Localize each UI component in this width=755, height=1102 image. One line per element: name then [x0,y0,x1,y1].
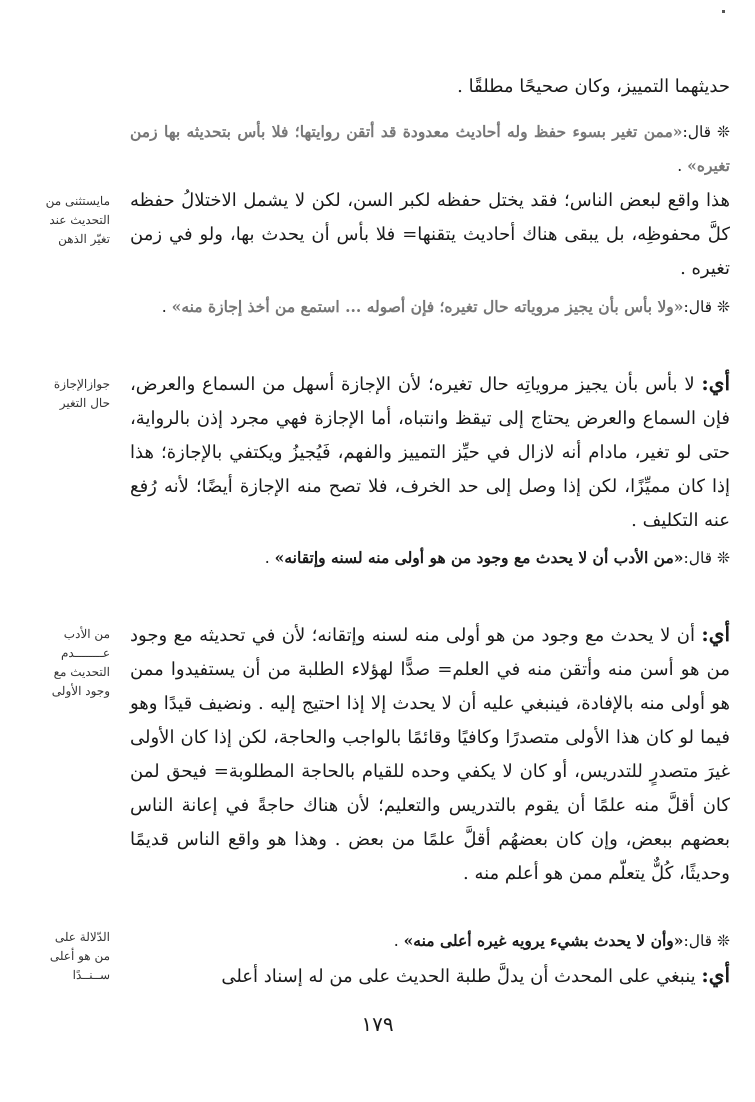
margin-note-line: التحديث عند [49,213,110,227]
paragraph-4 [130,366,730,538]
margin-note-line: مايستثنى من [45,194,110,208]
margin-note-line: ســنــدًا [72,968,110,982]
quote-4 [130,924,730,958]
margin-note-line: من هو أعلى [49,949,110,963]
margin-note-line: حال التغير [59,396,110,410]
quote-label: ❊ قال: [682,123,730,141]
margin-note-line: الدّلالة على [54,930,110,944]
page-number: ١٧٩ [361,1012,394,1036]
paragraph-text: لا بأس بأن يجيز مروياتِه حال تغيره؛ لأن الإجازة أسهل من السماع والعرض، فإن السماع والعرض يحتاج إلى تيقظ وانتباه، أما الإجازة فهي مجرد إذن بالرواية، حتى لو تغير، مادام أنه لازال في حيِّز التمييز والفهم، فَيُجيزُ ويكتفي بالإجازة؛ هذا إذا كان مميِّزًا، لكن إذا وصل إلى حد الخرف، فلا تصح منه الإجازة أيضًا؛ لأنه رُفع عنه التكليف . [130,374,730,531]
paragraph-8 [130,958,730,994]
quote-end: . [161,298,172,316]
margin-note-3 [18,625,110,701]
margin-note-4 [18,928,110,985]
margin-note-line: جوازالإجازة [53,377,110,391]
margin-note-line: تغيّر الذهن [58,232,110,246]
quote-text: «ولا بأس بأن يجيز مروياته حال تغيره؛ فإن أصوله ... استمع من أخذ إجازة منه» [171,297,684,316]
margin-note-1 [18,192,110,249]
paragraph-continuation [130,70,730,104]
margin-note-line: عــــــــدم [60,646,110,660]
margin-note-2 [18,375,110,413]
quote-text: «وأن لا يحدث بشيء يرويه غيره أعلى منه» [403,931,684,950]
quote-end: . [264,549,275,567]
paragraph-2 [130,184,730,286]
quote-label: ❊ قال: [683,549,730,567]
ay-label: أي: [701,963,730,987]
quote-end: . [393,932,404,950]
quote-text: «ممن تغير بسوء حفظ وله أحاديث معدودة قد أتقن روايتها؛ فلا بأس بتحديثه بها زمن تغيره» [130,122,730,175]
margin-note-line: من الأدب [63,627,110,641]
quote-label: ❊ قال: [683,298,730,316]
ay-label: أي: [701,622,730,646]
quote-label: ❊ قال: [683,932,730,950]
margin-note-line: وجود الأولى [51,684,110,698]
quote-1 [130,115,730,183]
scan-dot [722,10,725,13]
margin-note-line: التحديث مع [53,665,110,679]
quote-text: «من الأدب أن لا يحدث مع وجود من هو أولى منه لسنه وإتقانه» [274,548,684,567]
quote-3 [130,541,730,575]
paragraph-text: حديثهما التمييز، وكان صحيحًا مطلقًا . [457,76,730,97]
quote-2 [130,290,730,324]
paragraph-text: هذا واقع لبعض الناس؛ فقد يختل حفظه لكبر السن، لكن لا يشمل الاختلالُ حفظه كلَّ محفوظِه، بل يبقى هناك أحاديث يتقنها= فلا بأس أن يحدث بها، ولو في زمن تغيره . [130,190,730,279]
ay-label: أي: [701,371,730,395]
paragraph-text: ينبغي على المحدث أن يدلَّ طلبة الحديث على من له إسناد أعلى [221,966,702,987]
paragraph-6 [130,617,730,891]
quote-end: . [677,157,688,175]
paragraph-text: أن لا يحدث مع وجود من هو أولى منه لسنه وإتقانه؛ لأن في تحديثه مع وجود من هو أسن منه وأتقن منه في العلم= صدًّا لهؤلاء الطلبة من أن يستفيدوا ممن هو أولى منه بالإفادة، فينبغي عليه أن لا يحدث إلا إذا احتيج إليه . ونضيف قيدًا وهو فيما لو كان هذا الأولى متصدرًا وكافيًا وقائمًا بالواجب والحاجة، لكن إذا كان الأولى غيرَ متصدرٍ للتدريس، أو كان لا يكفي وحده للقيام بالحاجة المطلوبة= فيحق لمن كان أقلَّ منه علمًا أن يقوم بالتدريس والتعليم؛ لأن هناك حاجةً في إعانة الناس بعضهم ببعض، وإن كان بعضهُم أقلَّ علمًا من بعض . وهذا هو واقع الناس قديمًا وحديثًا، كُلٌّ يتعلّم ممن هو أعلم منه . [130,625,730,884]
